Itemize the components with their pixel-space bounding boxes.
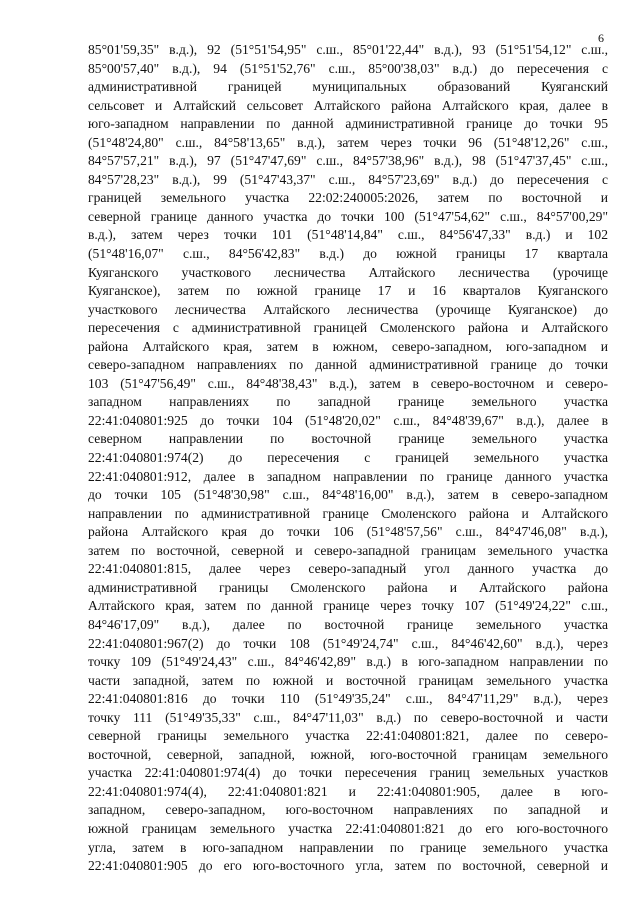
text-line: 84°57'57,21" в.д.), 97 (51°47'47,69" с.ш., 84°57'38,96" в.д.), 98 (51°47'37,45" с.ш., xyxy=(88,153,608,169)
text-line: западном, северо-западном, юго-восточном направлениях по западной и xyxy=(88,802,608,818)
text-line: северной границы земельного участка 22:41:040801:821, далее по северо- xyxy=(88,728,608,744)
text-line: юго-западном направлении по данной административной границе до точки 95 xyxy=(88,116,608,132)
text-line: 22:41:040801:815, далее через северо-западный угол данного участка до xyxy=(88,561,608,577)
text-line: административной границей муниципальных образований Куяганский xyxy=(88,79,608,95)
text-line: направлении по административной границе Смоленского района и Алтайского xyxy=(88,505,608,521)
text-line: точку 109 (51°49'24,43" с.ш., 84°46'42,89" в.д.) в юго-западном направлении по xyxy=(88,654,608,670)
text-line: западном направлениях по западной границе земельного участка xyxy=(88,394,608,410)
text-line: северном направлении по восточной границе земельного участка xyxy=(88,431,608,447)
text-line: района Алтайского края до точки 106 (51°48'57,56" с.ш., 84°47'46,08" в.д.), xyxy=(88,524,608,540)
text-line: южной границам земельного участка 22:41:040801:821 до его юго-восточного xyxy=(88,820,608,836)
text-line: северо-западном направлениях по данной административной границе до точки xyxy=(88,357,608,373)
text-line: Куяганского участкового лесничества Алтайского лесничества (урочище xyxy=(88,264,608,280)
text-line: в.д.), затем через точки 101 (51°48'14,84" с.ш., 84°56'47,33" в.д.) и 102 xyxy=(88,227,608,243)
text-line: затем по восточной, северной и северо-западной границам земельного участка xyxy=(88,542,608,558)
text-line: 22:41:040801:905 до его юго-восточного угла, затем по восточной, северной и xyxy=(88,858,608,874)
text-line: 85°00'57,40" в.д.), 94 (51°51'52,76" с.ш., 85°00'38,03" в.д.) до пересечения с xyxy=(88,60,608,76)
text-line: части западной, затем по южной и восточной границам земельного участка xyxy=(88,672,608,688)
text-line: границей земельного участка 22:02:240005:2026, затем по восточной и xyxy=(88,190,608,206)
text-line: административной границы Смоленского района и Алтайского района xyxy=(88,579,608,595)
text-line: 22:41:040801:967(2) до точки 108 (51°49'24,74" с.ш., 84°46'42,60" в.д.), через xyxy=(88,635,608,651)
text-line: угла, затем в юго-западном направлении по границе земельного участка xyxy=(88,839,608,855)
text-line: 85°01'59,35" в.д.), 92 (51°51'54,95" с.ш., 85°01'22,44" в.д.), 93 (51°51'54,12" с.ш., xyxy=(88,42,608,57)
text-line: Алтайского края, затем по данной границе через точку 107 (51°49'24,22" с.ш., xyxy=(88,598,608,614)
text-line: (51°48'24,80" с.ш., 84°58'13,65" в.д.), затем через точки 96 (51°48'12,26" с.ш., xyxy=(88,134,608,150)
text-line: участка 22:41:040801:974(4) до точки пересечения границ земельных участков xyxy=(88,765,608,781)
text-line: сельсовет и Алтайский сельсовет Алтайского района Алтайского края, далее в xyxy=(88,97,608,113)
text-line: 22:41:040801:974(2) до пересечения с границей земельного участка xyxy=(88,450,608,466)
text-line: точку 111 (51°49'35,33" с.ш., 84°47'11,03" в.д.) по северо-восточной и части xyxy=(88,709,608,725)
text-line: 22:41:040801:816 до точки 110 (51°49'35,24" с.ш., 84°47'11,29" в.д.), через xyxy=(88,691,608,707)
text-line: 84°46'17,09" в.д.), далее по восточной границе земельного участка xyxy=(88,616,608,632)
text-line: пересечения с административной границей Смоленского района и Алтайского xyxy=(88,320,608,336)
text-line: Куяганское), затем по южной границе 17 и 16 кварталов Куяганского xyxy=(88,283,608,299)
text-line: участкового лесничества Алтайского лесничества (урочище Куяганское) до xyxy=(88,301,608,317)
text-line: северной границе данного участка до точки 100 (51°47'54,62" с.ш., 84°57'00,29" xyxy=(88,208,608,224)
text-line: (51°48'16,07" с.ш., 84°56'42,83" в.д.) до южной границы 17 квартала xyxy=(88,246,608,262)
page-number: 6 xyxy=(598,31,604,45)
text-line: 103 (51°47'56,49" с.ш., 84°48'38,43" в.д.), затем в северо-восточном и северо- xyxy=(88,375,608,391)
text-line: 22:41:040801:925 до точки 104 (51°48'20,02" с.ш., 84°48'39,67" в.д.), далее в xyxy=(88,412,608,428)
body-text xyxy=(88,41,608,876)
text-line: 22:41:040801:974(4), 22:41:040801:821 и 22:41:040801:905, далее в юго- xyxy=(88,783,608,799)
text-line: до точки 105 (51°48'30,98" с.ш., 84°48'16,00" в.д.), затем в северо-западном xyxy=(88,487,608,503)
text-line: восточной, северной, западной, южной, юго-восточной границам земельного xyxy=(88,746,608,762)
text-line: района Алтайского края, затем в южном, северо-западном, юго-западном и xyxy=(88,338,608,354)
text-line: 22:41:040801:912, далее в западном направлении по границе данного участка xyxy=(88,468,608,484)
text-line: 84°57'28,23" в.д.), 99 (51°47'43,37" с.ш., 84°57'23,69" в.д.) до пересечения с xyxy=(88,171,608,187)
